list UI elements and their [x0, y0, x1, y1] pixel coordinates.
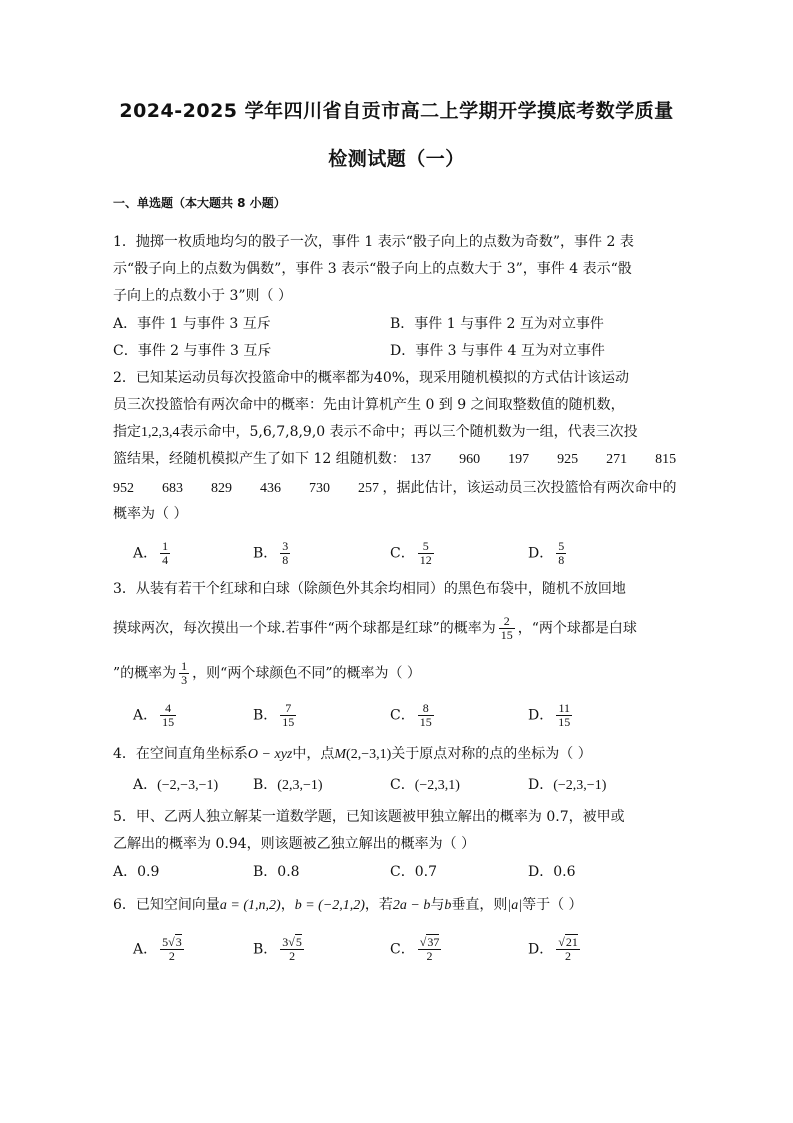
option-label: B． [253, 777, 278, 793]
q2-random-numbers-row1 [410, 452, 704, 467]
q4-option-c[interactable] [390, 776, 460, 795]
q4-option-a[interactable] [133, 776, 218, 795]
q6-text-b: ，若 [364, 897, 393, 913]
q2-line4-text: 篮结果，经随机模拟产生了如下 12 组随机数： [113, 451, 406, 467]
fraction: $\frac{8}{15}$ [419, 701, 432, 729]
q2-line4 [113, 450, 704, 469]
q1-option-d[interactable]: D．事件 3 与事件 4 互为对立事件 [390, 343, 605, 359]
fraction: $\frac{4}{15}$ [162, 701, 175, 729]
option-value: (2,3,−1) [277, 778, 323, 793]
q2-line3 [113, 423, 638, 442]
q6-text-e: 等于（ ） [522, 897, 583, 913]
q3-option-d[interactable] [528, 702, 575, 729]
q3-line2 [113, 615, 637, 642]
radicand: 3 [175, 935, 182, 949]
fraction: $\frac{3}{8}$ [282, 539, 289, 567]
option-value: (−2,3,1) [414, 778, 460, 793]
random-number: 257 [358, 481, 379, 496]
q4-option-d[interactable] [528, 776, 606, 795]
q6-option-c[interactable] [390, 936, 444, 963]
q1-line2: 示“骰子向上的点数为偶数”，事件 3 表示“骰子向上的点数大于 3”，事件 4 表示“骰 [113, 261, 632, 277]
option-label: A． [133, 545, 158, 562]
q3-option-a[interactable] [133, 702, 179, 729]
random-number: 683 [162, 481, 183, 496]
fraction: $\frac{√37}{2}$ [419, 935, 440, 963]
option-label: A． [133, 707, 158, 724]
point-name: M [334, 747, 347, 762]
option-label: B． [253, 941, 278, 958]
q2-line1: 2．已知某运动员每次投篮命中的概率都为40%，现采用随机模拟的方式估计该运动 [113, 370, 630, 386]
fraction: $\frac{1}{3}$ [181, 659, 188, 687]
option-label: D． [528, 941, 554, 958]
vector-magnitude: |a| [507, 898, 523, 913]
q5-option-a[interactable]: A．0.9 [113, 864, 160, 880]
coefficient: 5 [162, 935, 169, 949]
q2-line5 [113, 479, 677, 498]
q2-line3-text-b: 表示命中，5,6,7,8,9,0 表示不命中；再以三个随机数为一组，代表三次投 [179, 424, 638, 440]
option-label: C． [390, 545, 415, 562]
random-number: 436 [260, 481, 281, 496]
q1-option-b[interactable]: B．事件 1 与事件 2 互为对立事件 [390, 316, 604, 332]
random-number: 960 [459, 452, 481, 467]
random-number: 271 [606, 452, 628, 467]
q6-option-a[interactable] [133, 936, 187, 963]
option-value: (−2,−3,−1) [157, 778, 219, 793]
q2-line6: 概率为（ ） [113, 506, 188, 522]
q4-text-a: 4．在空间直角坐标系 [113, 746, 248, 762]
option-label: C． [390, 777, 415, 793]
fraction: $\frac{5}{8}$ [558, 539, 565, 567]
q2-line2: 员三次投篮恰有两次命中的概率：先由计算机产生 0 到 9 之间取整数值的随机数， [113, 397, 625, 413]
q3-line2-text-a: 摸球两次，每次摸出一个球.若事件“两个球都是红球”的概率为 [113, 620, 496, 637]
q6-option-b[interactable] [253, 936, 307, 963]
radicand: 5 [295, 935, 302, 949]
q6-text-d: 垂直，则 [451, 897, 508, 913]
q3-line1: 3．从装有若干个红球和白球（除颜色外其余均相同）的黑色布袋中，随机不放回地 [113, 581, 626, 597]
random-number: 829 [211, 481, 232, 496]
vector-b: b = (−2,1,2) [294, 898, 365, 913]
q1-line3: 子向上的点数小于 3”则（ ） [113, 288, 292, 304]
q6-line1 [113, 896, 583, 915]
fraction: $\frac{11}{15}$ [558, 701, 571, 729]
fraction: $\frac{5}{12}$ [419, 539, 432, 567]
q4-text-c: 关于原点对称的点的坐标为（ ） [391, 746, 592, 762]
q4-option-b[interactable] [253, 776, 323, 795]
q3-option-c[interactable] [390, 702, 437, 729]
q2-line3-text-a: 指定 [113, 424, 141, 440]
option-label: A． [133, 941, 158, 958]
exam-title-line2: 检测试题（一） [328, 148, 465, 170]
q6-option-d[interactable] [528, 936, 583, 963]
random-number: 137 [410, 452, 432, 467]
point-coords: (2,−3,1) [346, 747, 392, 762]
q3-line2-text-b: ，“两个球都是白球 [517, 620, 637, 637]
option-label: D． [528, 545, 554, 562]
coefficient: 3 [282, 935, 289, 949]
q3-option-b[interactable] [253, 702, 299, 729]
coordinate-system: O − xyz [247, 747, 293, 762]
random-number: 925 [557, 452, 579, 467]
radicand: 37 [427, 935, 440, 949]
q6-text-a: 6．已知空间向量 [113, 897, 220, 913]
q1-line1: 1．抛掷一枚质地均匀的骰子一次，事件 1 表示“骰子向上的点数为奇数”，事件 2 表 [113, 234, 634, 250]
q2-option-b[interactable] [253, 540, 293, 567]
option-label: A． [133, 777, 158, 793]
vector-expression: 2a − b [392, 898, 431, 913]
random-number: 815 [655, 452, 677, 467]
q4-text-b: 中，点 [292, 746, 335, 762]
section-heading: 一、单选题（本大题共 8 小题） [113, 196, 286, 210]
fraction: $\frac{3√5}{2}$ [282, 935, 302, 963]
fraction: $\frac{5√3}{2}$ [162, 935, 182, 963]
option-label: B． [253, 707, 278, 724]
q1-option-c[interactable]: C．事件 2 与事件 3 互斥 [113, 343, 272, 359]
q3-line3-text-a: ”的概率为 [113, 665, 177, 682]
q6-text-c: 与 [430, 897, 445, 913]
fraction: $\frac{1}{4}$ [162, 539, 169, 567]
vector-b-ref: b [444, 898, 452, 913]
fraction: $\frac{7}{15}$ [282, 701, 295, 729]
q6-separator: ， [280, 897, 295, 913]
q2-line5-text: ，据此估计，该运动员三次投篮恰有两次命中的 [382, 480, 677, 496]
exam-title-line1: 2024-2025 学年四川省自贡市高二上学期开学摸底考数学质量 [119, 100, 674, 122]
option-label: B． [253, 545, 278, 562]
q4-line1 [113, 745, 592, 764]
option-label: C． [390, 941, 415, 958]
q2-hit-digits: 1,2,3,4 [141, 425, 180, 440]
random-number: 730 [309, 481, 330, 496]
q2-option-d[interactable] [528, 540, 569, 567]
radicand: 21 [565, 935, 578, 949]
option-label: D． [528, 707, 554, 724]
random-number: 197 [508, 452, 530, 467]
q2-option-c[interactable] [390, 540, 437, 567]
random-number: 952 [113, 481, 134, 496]
q5-option-d[interactable]: D．0.6 [528, 864, 576, 880]
vector-a: a = (1,n,2) [219, 898, 281, 913]
option-value: (−2,3,−1) [553, 778, 607, 793]
q2-option-a[interactable] [133, 540, 173, 567]
q3-line3-text-b: ，则“两个球颜色不同”的概率为（ ） [192, 665, 421, 682]
q2-random-numbers-row2 [113, 481, 383, 496]
fraction: $\frac{√21}{2}$ [558, 935, 578, 963]
q5-line2: 乙解出的概率为 0.94，则该题被乙独立解出的概率为（ ） [113, 836, 476, 852]
option-label: C． [390, 707, 415, 724]
option-label: D． [528, 777, 554, 793]
q5-line1: 5．甲、乙两人独立解某一道数学题，已知该题被甲独立解出的概率为 0.7，被甲或 [113, 809, 625, 825]
q5-option-b[interactable]: B．0.8 [253, 864, 300, 880]
fraction: $\frac{2}{15}$ [500, 614, 513, 642]
q5-option-c[interactable]: C．0.7 [390, 864, 437, 880]
q3-line3 [113, 660, 421, 687]
q1-option-a[interactable]: A．事件 1 与事件 3 互斥 [113, 316, 271, 332]
